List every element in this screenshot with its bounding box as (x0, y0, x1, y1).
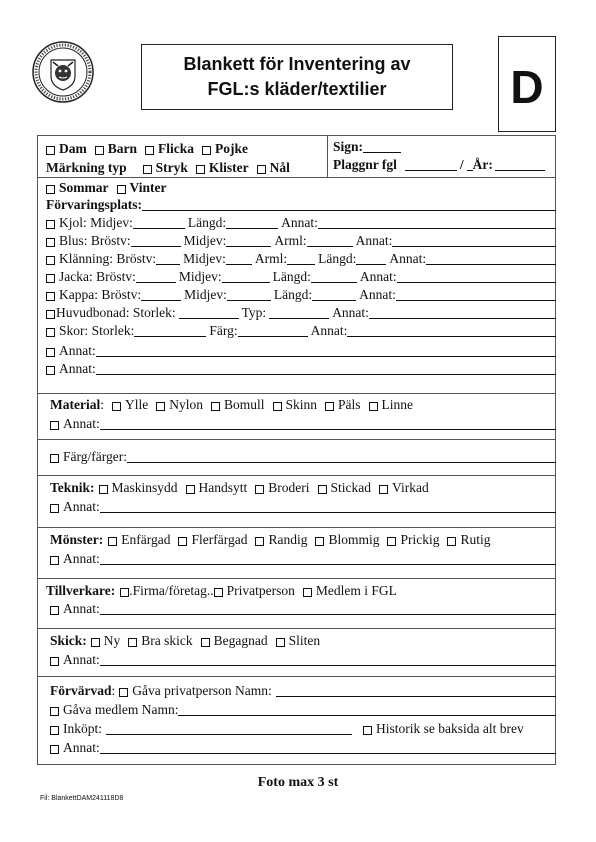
annan-label: Annat: (63, 601, 100, 616)
bra-skick-label: Bra skick (141, 633, 193, 648)
teknik-annat-row (50, 497, 556, 515)
gava-privat-field[interactable] (276, 684, 556, 697)
bomull-label: Bomull (224, 397, 265, 412)
privatperson-checkbox[interactable] (214, 588, 223, 597)
tillverkare-annan-field[interactable] (100, 602, 556, 615)
monster-annat-field[interactable] (100, 552, 556, 565)
virkad-label: Virkad (392, 480, 429, 495)
langd-label: Längd: (318, 251, 357, 266)
monster-annat-row (50, 549, 556, 567)
kappa-langd-field[interactable] (312, 288, 356, 301)
blus-midjev-field[interactable] (226, 234, 271, 247)
blus-checkbox[interactable] (46, 238, 55, 247)
annat-label: Annat: (59, 343, 96, 358)
storlek-label: Storlek: (91, 323, 135, 338)
broderi-label: Broderi (268, 480, 310, 495)
vinter-label: Vinter (129, 180, 167, 195)
flicka-label: Flicka (158, 141, 195, 156)
annat-checkbox[interactable] (50, 556, 59, 565)
privatperson-label: Privatperson (226, 583, 295, 598)
ny-label: Ny (103, 633, 121, 648)
annat-label: Annat: (359, 287, 396, 302)
divider (37, 628, 556, 629)
firma-label: .Firma/företag.. (129, 583, 214, 598)
sommar-label: Sommar (59, 180, 109, 195)
pals-label: Päls (338, 397, 361, 412)
barn-label: Barn (107, 141, 138, 156)
dam-label: Dam (59, 141, 87, 156)
annat-checkbox[interactable] (50, 745, 59, 754)
farger-label: Färg/färger: (63, 449, 127, 464)
huvudbonad-typ-field[interactable] (269, 306, 329, 319)
material-annat-row (50, 414, 556, 432)
forvarvad-label: Förvärvad (50, 683, 112, 698)
sign-row (333, 137, 556, 155)
brostv-label: Bröstv: (96, 269, 136, 284)
handsytt-label: Handsytt (198, 480, 248, 495)
klanning-midjev-field[interactable] (226, 252, 252, 265)
ny-checkbox[interactable] (91, 638, 100, 647)
ar-field[interactable] (495, 158, 545, 171)
divider (37, 578, 556, 579)
season-row (46, 178, 556, 196)
kjol-checkbox[interactable] (46, 220, 55, 229)
maskinsydd-label: Maskinsydd (111, 480, 178, 495)
enfargad-label: Enfärgad (121, 532, 171, 547)
foto-note: Foto max 3 st (257, 775, 339, 790)
skick-annan-field[interactable] (100, 653, 556, 666)
material-colon: : (100, 397, 104, 412)
divider (37, 393, 556, 394)
stickad-checkbox[interactable] (318, 485, 327, 494)
annat-label: Annat: (59, 361, 96, 376)
annat-label: Annat: (63, 416, 100, 431)
klister-checkbox[interactable] (196, 165, 205, 174)
huvudbonad-checkbox[interactable] (46, 310, 55, 319)
jacka-midjev-field[interactable] (222, 270, 270, 283)
annat-label: Annat: (63, 551, 100, 566)
jacka-annat-field[interactable] (397, 270, 556, 283)
vinter-checkbox[interactable] (117, 185, 126, 194)
skor-farg-field[interactable] (238, 324, 308, 337)
nal-checkbox[interactable] (257, 165, 266, 174)
bra-skick-checkbox[interactable] (128, 638, 137, 647)
monster-label: Mönster: (50, 532, 104, 547)
farger-row (50, 447, 556, 465)
gava-privat-label: Gåva privatperson Namn: (132, 683, 272, 698)
klanning-label: Klänning: (59, 251, 113, 266)
midjev-label: Midjev: (183, 251, 226, 266)
kjol-row (46, 213, 556, 231)
material-row (50, 395, 556, 413)
pojke-checkbox[interactable] (202, 146, 211, 155)
langd-label: Längd: (273, 287, 313, 302)
prickig-label: Prickig (400, 532, 440, 547)
barn-checkbox[interactable] (95, 146, 104, 155)
stryk-checkbox[interactable] (143, 165, 152, 174)
brostv-label: Bröstv: (101, 287, 142, 302)
midjev-label: Midjev: (178, 269, 222, 284)
typ-label: Typ: (241, 305, 267, 320)
randig-checkbox[interactable] (255, 537, 264, 546)
skick-label: Skick: (50, 633, 87, 648)
annat-row-1 (46, 341, 556, 359)
handsytt-checkbox[interactable] (186, 485, 195, 494)
stickad-label: Stickad (330, 480, 372, 495)
tillverkare-row (46, 581, 556, 599)
sliten-checkbox[interactable] (276, 638, 285, 647)
skor-storlek-field[interactable] (134, 324, 206, 337)
farg-label: Färg: (209, 323, 238, 338)
skinn-label: Skinn (285, 397, 318, 412)
ylle-checkbox[interactable] (112, 402, 121, 411)
forvarvad-annat-row (50, 738, 556, 756)
firma-checkbox[interactable] (120, 588, 129, 597)
annat-field[interactable] (96, 362, 556, 375)
annan-label: Annat: (63, 652, 100, 667)
kappa-midjev-field[interactable] (227, 288, 271, 301)
markning-label: Märkning typ (46, 160, 127, 175)
langd-label: Längd: (272, 269, 311, 284)
material-annat-field[interactable] (100, 417, 556, 430)
annat-label: Annat: (281, 215, 318, 230)
divider (37, 676, 556, 677)
annat-label: Annat: (389, 251, 427, 266)
randig-label: Randig (268, 532, 308, 547)
storlek-label: Storlek: (132, 305, 176, 320)
jacka-checkbox[interactable] (46, 274, 55, 283)
annat-field[interactable] (96, 344, 556, 357)
skick-row (50, 631, 556, 649)
inkopt-label: Inköpt: (63, 721, 102, 736)
flicka-checkbox[interactable] (145, 146, 154, 155)
file-name: Fil: BlankettDAM241118D8 (40, 795, 124, 802)
ylle-label: Ylle (125, 397, 149, 412)
blommig-label: Blommig (328, 532, 380, 547)
sign-field[interactable] (363, 140, 401, 153)
stryk-label: Stryk (155, 160, 188, 175)
jacka-label: Jacka: (59, 269, 93, 284)
divider-vertical (327, 135, 328, 177)
huvudbonad-label: Huvudbonad: (56, 305, 130, 320)
gava-medlem-label: Gåva medlem Namn: (63, 702, 179, 717)
nal-label: Nål (269, 160, 290, 175)
tillverkare-label: Tillverkare: (46, 583, 116, 598)
historik-label: Historik se baksida alt brev (376, 721, 524, 736)
medlem-checkbox[interactable] (303, 588, 312, 597)
jacka-langd-field[interactable] (311, 270, 357, 283)
begagnad-label: Begagnad (213, 633, 268, 648)
nylon-checkbox[interactable] (156, 402, 165, 411)
jacka-brostv-field[interactable] (136, 270, 176, 283)
forvarvad-annat-field[interactable] (100, 741, 556, 754)
kappa-checkbox[interactable] (46, 292, 55, 301)
jacka-row (46, 267, 556, 285)
marking-row (46, 158, 326, 176)
kappa-row (46, 285, 556, 303)
gava-medlem-field[interactable] (178, 703, 556, 716)
kappa-label: Kappa: (59, 287, 98, 302)
kjol-langd-field[interactable] (226, 216, 278, 229)
klanning-annat-field[interactable] (426, 252, 556, 265)
inkopt-row (50, 719, 556, 737)
arml-label: Arml: (254, 251, 288, 266)
langd-label: Längd: (187, 215, 227, 230)
pojke-label: Pojke (215, 141, 249, 156)
skinn-checkbox[interactable] (273, 402, 282, 411)
begagnad-checkbox[interactable] (201, 638, 210, 647)
storage-field[interactable] (142, 198, 556, 211)
maskinsydd-checkbox[interactable] (99, 485, 108, 494)
annat-checkbox[interactable] (46, 366, 55, 375)
annat-label: Annat: (355, 233, 393, 248)
huvudbonad-storlek-field[interactable] (179, 306, 239, 319)
kjol-label: Kjol: (59, 215, 87, 230)
blus-arml-field[interactable] (307, 234, 353, 247)
kjol-midjev-field[interactable] (133, 216, 185, 229)
form-letter: D (498, 36, 556, 132)
annat-checkbox[interactable] (50, 421, 59, 430)
annat-checkbox[interactable] (46, 348, 55, 357)
annat-label: Annat: (63, 740, 100, 755)
huvudbonad-annat-field[interactable] (369, 306, 556, 319)
brostv-label: Bröstv: (90, 233, 131, 248)
kjol-annat-field[interactable] (318, 216, 556, 229)
teknik-label: Teknik: (50, 480, 95, 495)
dam-checkbox[interactable] (46, 146, 55, 155)
blus-row (46, 231, 556, 249)
teknik-row (50, 478, 556, 496)
annan-checkbox[interactable] (50, 606, 59, 615)
gava-medlem-checkbox[interactable] (50, 707, 59, 716)
annan-checkbox[interactable] (50, 657, 59, 666)
bomull-checkbox[interactable] (211, 402, 220, 411)
flerfargad-label: Flerfärgad (191, 532, 248, 547)
blus-annat-field[interactable] (392, 234, 556, 247)
skor-label: Skor: (59, 323, 89, 338)
flerfargad-checkbox[interactable] (178, 537, 187, 546)
inkopt-field[interactable] (106, 722, 352, 735)
plaggnr-field[interactable] (405, 158, 457, 171)
slash: / (459, 157, 464, 172)
broderi-checkbox[interactable] (255, 485, 264, 494)
ar-label: År: (472, 157, 493, 172)
midjev-label: Midjev: (183, 233, 227, 248)
sign-label: Sign: (333, 139, 364, 154)
annat-row-2 (46, 359, 556, 377)
storage-row (46, 195, 556, 213)
material-label: Material (50, 397, 101, 412)
fgl-seal-logo (31, 40, 95, 104)
farger-field[interactable] (127, 450, 556, 463)
divider (37, 439, 556, 440)
prickig-checkbox[interactable] (387, 537, 396, 546)
sliten-label: Sliten (288, 633, 321, 648)
blus-brostv-field[interactable] (131, 234, 181, 247)
klister-label: Klister (208, 160, 249, 175)
annat-label: Annat: (332, 305, 369, 320)
form-title (141, 44, 453, 110)
klanning-brostv-field[interactable] (156, 252, 180, 265)
blus-label: Blus: (59, 233, 88, 248)
divider (37, 475, 556, 476)
pals-checkbox[interactable] (325, 402, 334, 411)
enfargad-checkbox[interactable] (108, 537, 117, 546)
kappa-annat-field[interactable] (396, 288, 556, 301)
klanning-langd-field[interactable] (356, 252, 386, 265)
teknik-annat-field[interactable] (100, 500, 556, 513)
forvarvad-row: Förvärvad : Gåva privatperson Namn: (50, 681, 556, 699)
divider (37, 527, 556, 528)
plaggnr-row (333, 155, 556, 173)
huvudbonad-row (46, 303, 556, 321)
storage-label: Förvaringsplats: (46, 197, 142, 212)
annat-label: Annat: (63, 499, 100, 514)
skick-annan-row (50, 650, 556, 668)
medlem-label: Medlem i FGL (315, 583, 397, 598)
annat-label: Annat: (359, 269, 397, 284)
gava-medlem-row (50, 700, 556, 718)
blommig-checkbox[interactable] (315, 537, 324, 546)
midjev-label: Midjev: (184, 287, 227, 302)
skor-row (46, 321, 556, 339)
farger-checkbox[interactable] (50, 454, 59, 463)
brostv-label: Bröstv: (116, 251, 157, 266)
historik-checkbox[interactable] (363, 726, 372, 735)
rutig-checkbox[interactable] (447, 537, 456, 546)
tillverkare-annan-row (50, 599, 556, 617)
nylon-label: Nylon (169, 397, 203, 412)
title-line-2: FGL:s kläder/textilier (207, 79, 387, 99)
klanning-row (46, 249, 556, 267)
kappa-brostv-field[interactable] (141, 288, 181, 301)
annat-label: Annat: (310, 323, 348, 338)
gender-row (46, 139, 326, 157)
gava-privat-checkbox[interactable] (119, 688, 128, 697)
annat-checkbox[interactable] (50, 504, 59, 513)
sommar-checkbox[interactable] (46, 185, 55, 194)
title-line-1: Blankett för Inventering av (183, 54, 411, 74)
skor-annat-field[interactable] (347, 324, 556, 337)
klanning-checkbox[interactable] (46, 256, 55, 265)
arml-label: Arml: (274, 233, 307, 248)
skor-checkbox[interactable] (46, 328, 55, 337)
virkad-checkbox[interactable] (379, 485, 388, 494)
linne-checkbox[interactable] (369, 402, 378, 411)
monster-row (50, 530, 556, 548)
klanning-arml-field[interactable] (287, 252, 315, 265)
inkopt-checkbox[interactable] (50, 726, 59, 735)
plaggnr-label: Plaggnr fgl (333, 157, 397, 172)
linne-label: Linne (381, 397, 414, 412)
rutig-label: Rutig (460, 532, 491, 547)
midjev-label: Midjev: (90, 215, 133, 230)
